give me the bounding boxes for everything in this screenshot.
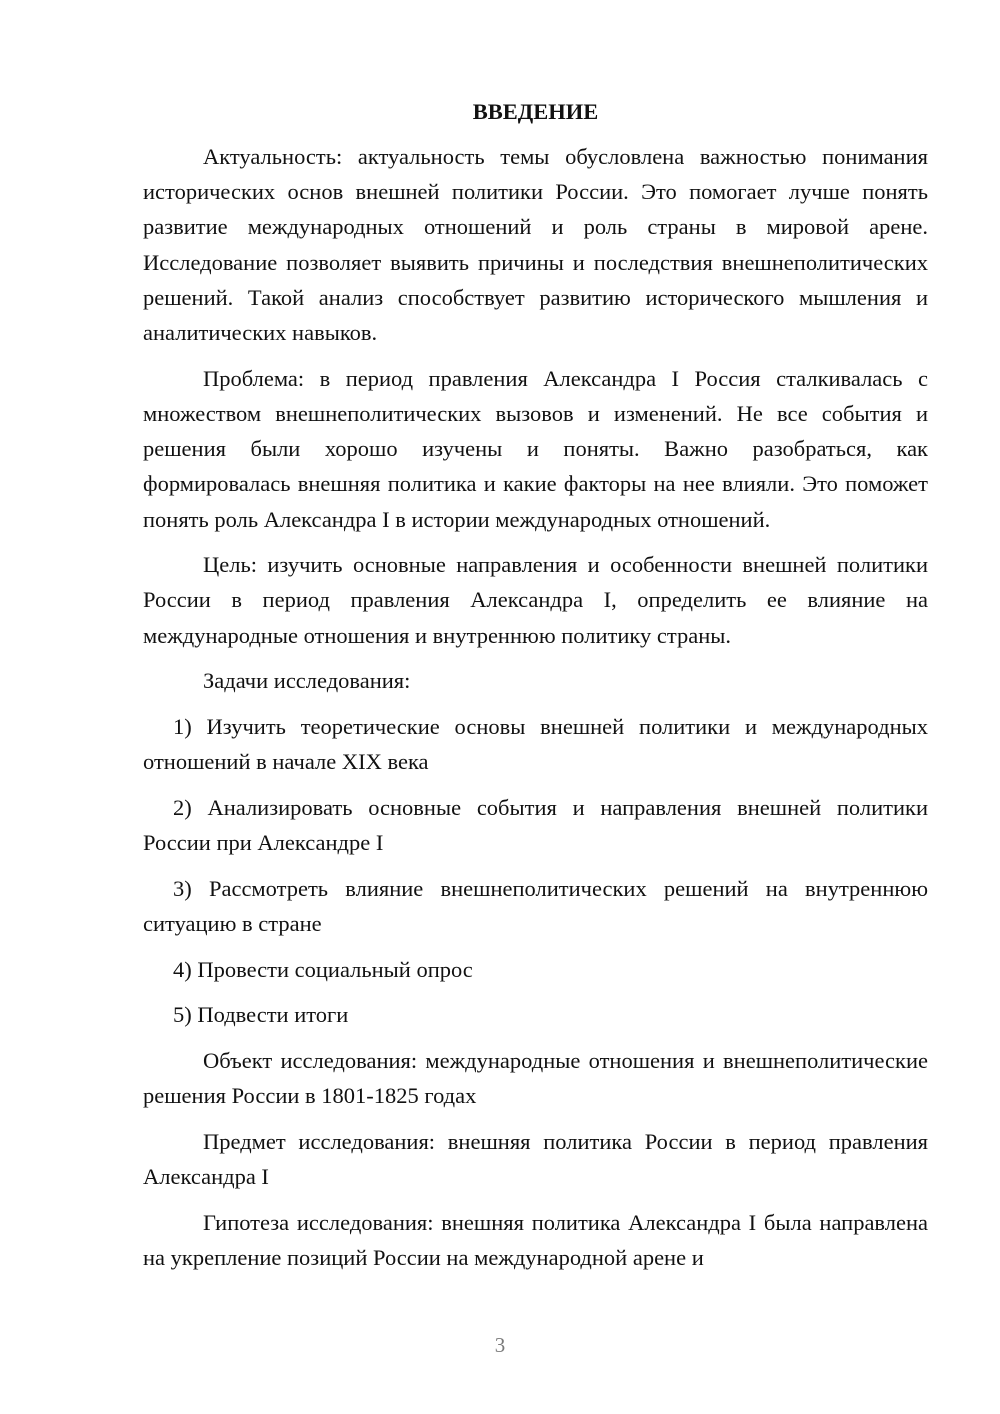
paragraph-tasks-heading: Задачи исследования: bbox=[203, 668, 411, 694]
paragraph-subject: Предмет исследования: внешняя политика России в период правления Александра I bbox=[143, 1129, 928, 1190]
paragraph-goal: Цель: изучить основные направления и особенности внешней политики России в период правления Александра I, определить ее влияние на международные отношения и внутреннюю политику страны. bbox=[143, 552, 928, 648]
task-item-3: 3) Рассмотреть влияние внешнеполитических решений на внутреннюю ситуацию в стране bbox=[143, 875, 928, 937]
paragraph-relevance: Актуальность: актуальность темы обусловлена важностью понимания исторических основ внешней политики России. Это помогает лучше понять развитие международных отношений и роль страны в мировой арене. Исследование позволяет выявить причины и последствия внешнеполитических решений. Такой анализ способствует развитию исторического мышления и аналитических навыков. bbox=[143, 144, 928, 346]
paragraph-object: Объект исследования: международные отношения и внешнеполитические решения России в 1801-1825 годах bbox=[143, 1048, 928, 1109]
paragraph-problem: Проблема: в период правления Александра I Россия сталкивалась с множеством внешнеполитических вызовов и изменений. Не все события и решения были хорошо изучены и поняты. Важно разобраться, как формировалась внешняя политика и какие факторы на нее влияли. Это поможет понять роль Александра I в истории международных отношений. bbox=[143, 365, 928, 532]
paragraph-hypothesis: Гипотеза исследования: внешняя политика Александра I была направлена на укрепление позиций России на международной арене и bbox=[143, 1209, 928, 1271]
section-title: ВВЕДЕНИЕ bbox=[472, 99, 599, 124]
task-item-1: 1) Изучить теоретические основы внешней политики и международных отношений в начале XIX века bbox=[143, 714, 928, 775]
task-item-5: 5) Подвести итоги bbox=[173, 1002, 349, 1028]
task-item-4: 4) Провести социальный опрос bbox=[173, 956, 473, 982]
page-number: 3 bbox=[494, 1333, 506, 1357]
page-content bbox=[143, 97, 928, 1286]
task-item-2: 2) Анализировать основные события и направления внешней политики России при Александре I bbox=[143, 794, 928, 856]
